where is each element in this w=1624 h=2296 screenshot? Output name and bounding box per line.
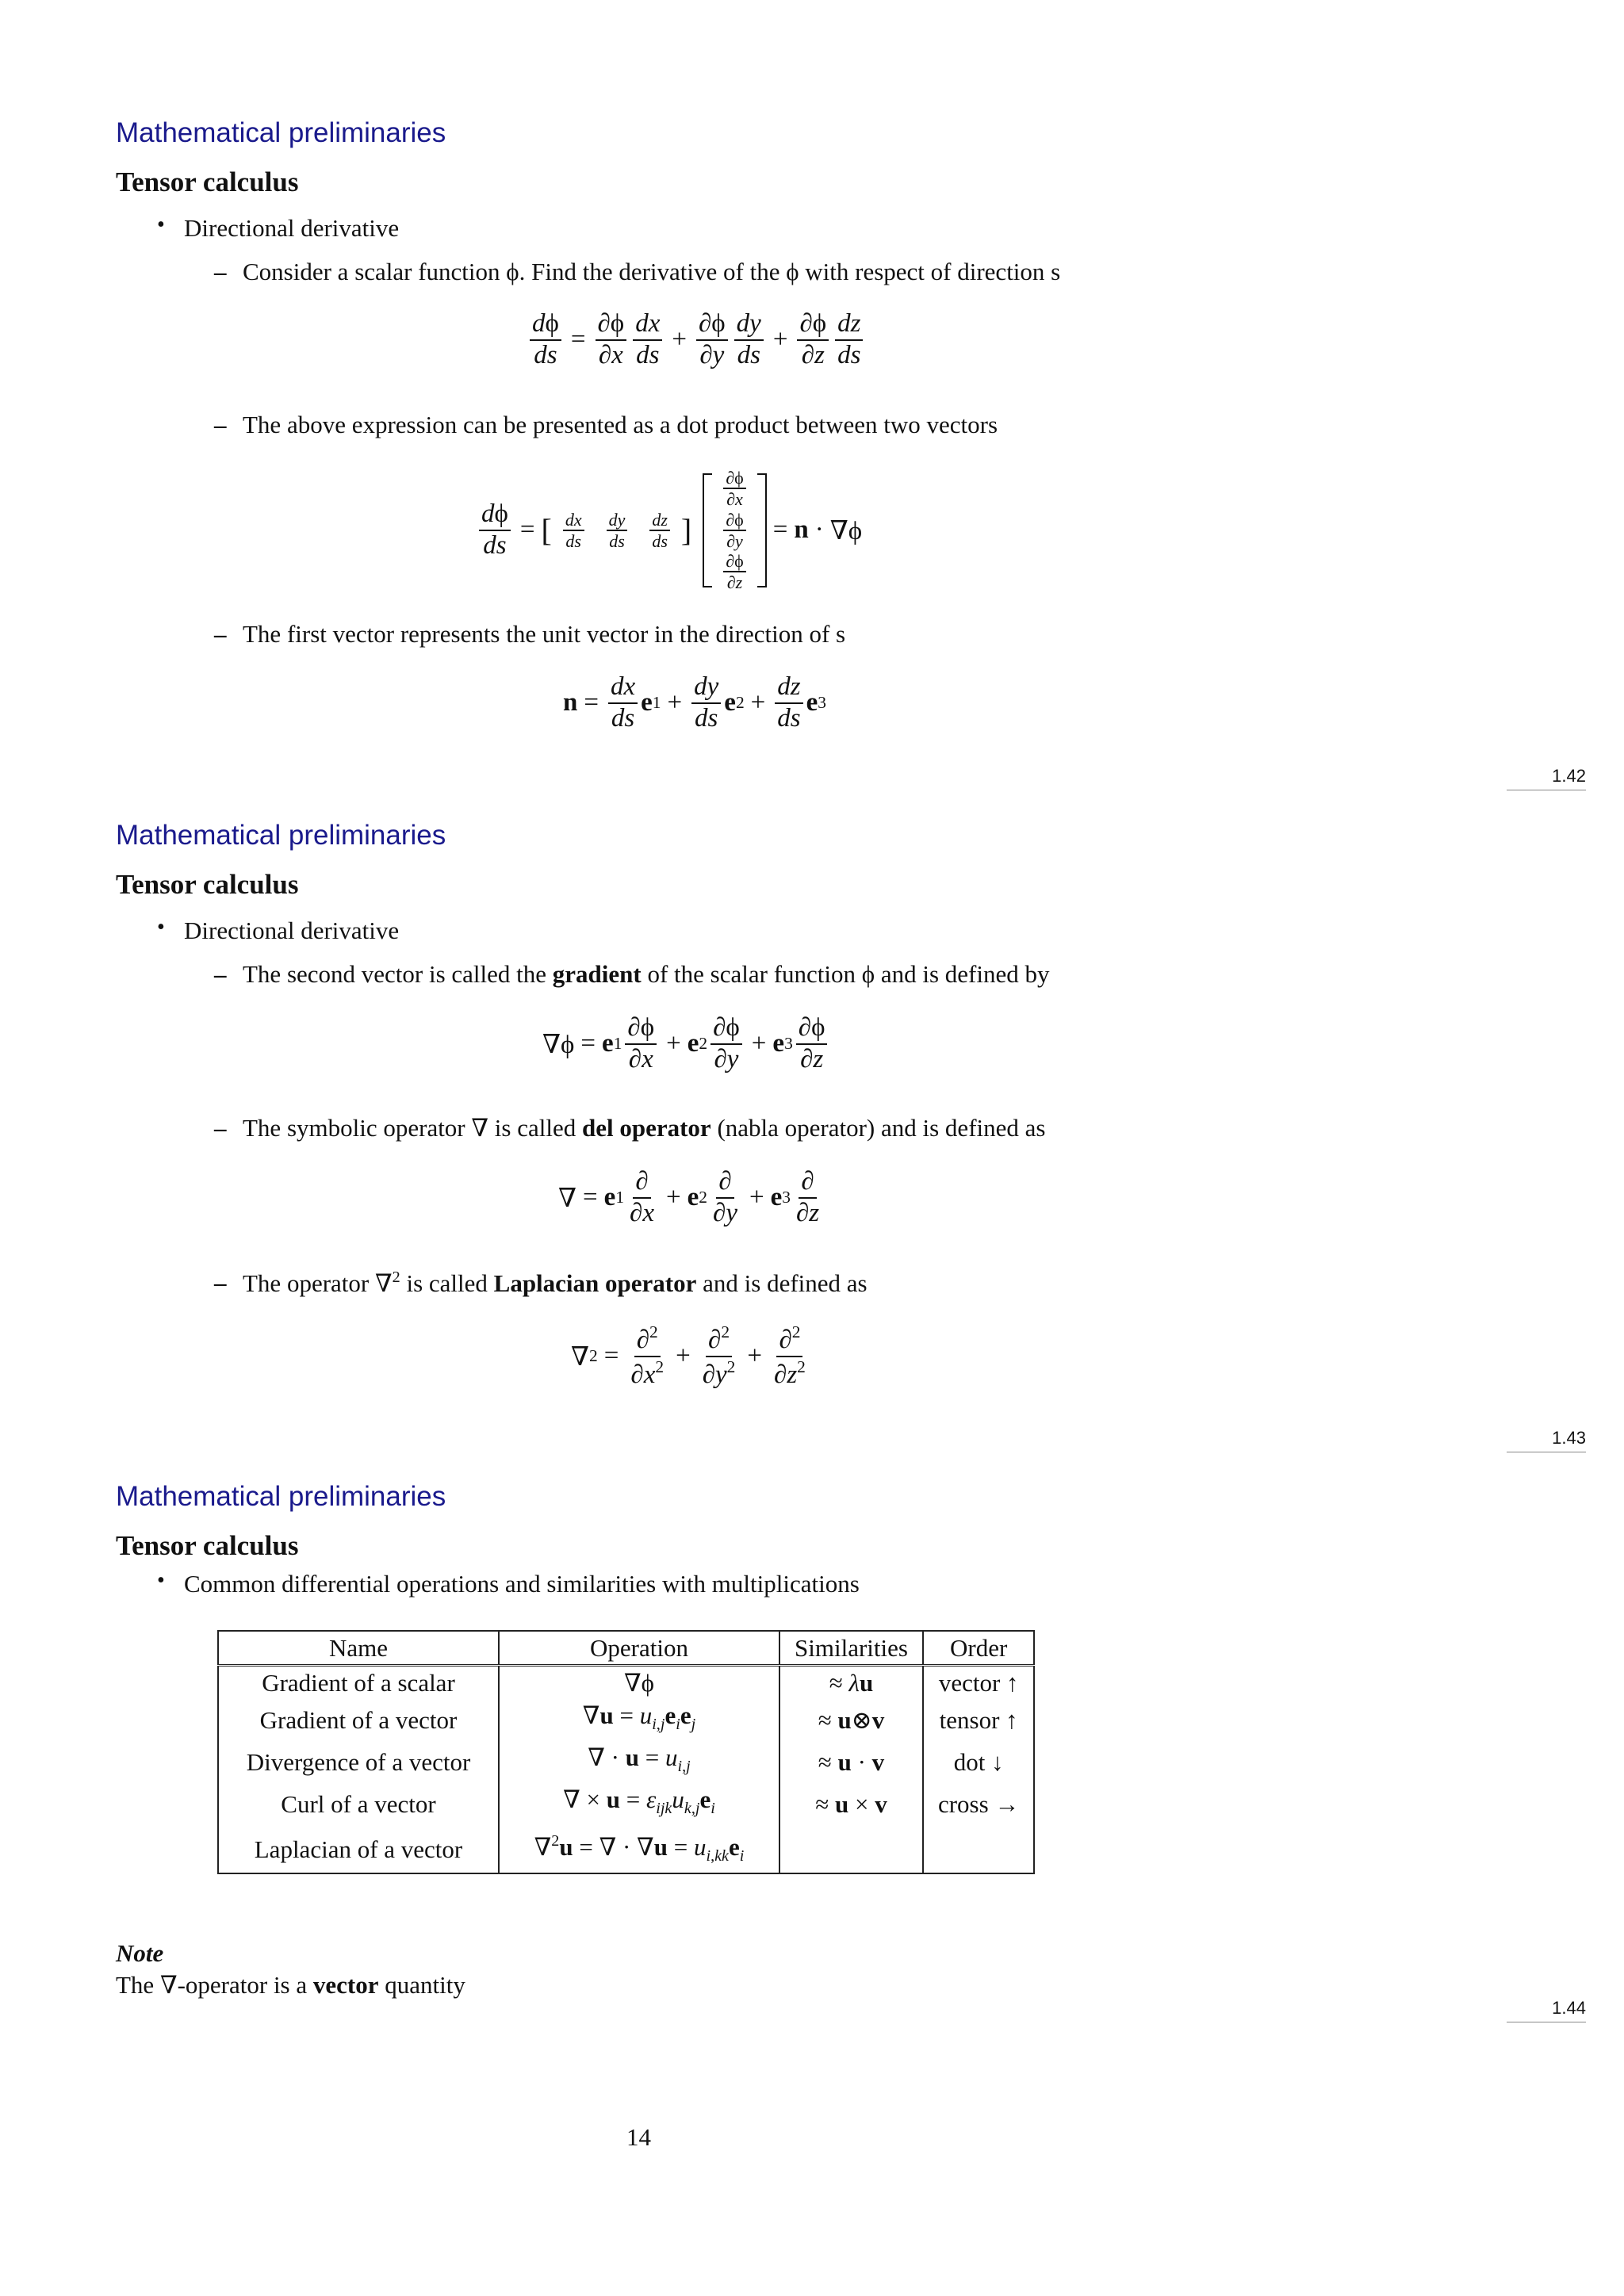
cell-order: cross → (923, 1783, 1034, 1825)
cell-operation: ∇ × $u = \varepsilon_{ijk}u_{k,j}e_i$ (499, 1783, 779, 1825)
cell-operation: ∇ · $u = u_{i,j}$ (499, 1741, 779, 1783)
table-header-row (218, 1631, 1034, 1666)
cell-order: dot ↓ (923, 1741, 1034, 1783)
slide-title: Mathematical preliminaries (116, 820, 446, 851)
equation-laplacian: ∇ 2 = $\frac{\partial^2}{\partial x^2}$ + $\frac{\partial^2}{\partial y^2}$ + $\frac{\partial^2}{\partial z^2}$ (571, 1322, 806, 1389)
cell-name: Gradient of a vector (218, 1699, 499, 1741)
bullet-item: • Directional derivative (184, 916, 399, 945)
list-item: – The symbolic operator ∇ is called del operator (nabla operator) and is defined as (243, 1114, 1045, 1142)
equation-del-operator: ∇ = e 1 $\frac{\partial}{\partial x}$ + e 2 $\frac{\partial}{\partial y}$ + e 3 $\frac{\partial}{\partial z}$ (558, 1167, 820, 1227)
bullet-item: • Common differential operations and similarities with multiplications (184, 1570, 860, 1598)
list-item: – The second vector is called the gradient of the scalar function ϕ and is defined by (243, 960, 1049, 989)
note-title: Note (116, 1939, 164, 1967)
slide-subtitle: Tensor calculus (116, 869, 299, 900)
table-row (218, 1783, 1034, 1825)
cell-order: vector ↑ (923, 1666, 1034, 1700)
slide-title: Mathematical preliminaries (116, 117, 446, 148)
slide-subtitle: Tensor calculus (116, 1530, 299, 1561)
cell-order (923, 1825, 1034, 1873)
equation-unit-vector: n = $\frac{dx}{ds}$ e 1 + $\frac{dy}{ds}$ e 2 + $\frac{dz}{ds}$ e 3 (563, 672, 827, 733)
cell-name: Divergence of a vector (218, 1741, 499, 1783)
equation-directional-derivative: $\frac{d\phi}{ds}$ = $\frac{\partial\phi}{\partial x}$ $\frac{dx}{ds}$ + $\frac{\partial\phi}{\partial y}$ $\frac{dy}{ds}$ + $\frac{\partial\phi}{\partial z}$ $\frac{dz}{ds}$ (527, 309, 866, 371)
slide-number: 1.44 (1552, 1998, 1586, 2018)
cell-similarity: ≈ u · v (779, 1741, 923, 1783)
cell-operation: $\nabla u = u_{i,j}e_ie_j$ (499, 1699, 779, 1741)
column-header: Similarities (779, 1631, 923, 1666)
cell-similarity: ≈ u⊗v (779, 1699, 923, 1741)
slide-number: 1.43 (1552, 1428, 1586, 1448)
note-text: The ∇-operator is a vector quantity (116, 1971, 465, 1999)
cell-similarity (779, 1825, 923, 1873)
equation-gradient: ∇ϕ = e 1 $\frac{\partial\phi}{\partial x}$ + e 2 $\frac{\partial\phi}{\partial y}$ + e 3 $\frac{\partial\phi}{\partial z}$ (542, 1013, 830, 1075)
cell-similarity: ≈ u × v (779, 1783, 923, 1825)
table-row (218, 1825, 1034, 1873)
column-header: Name (218, 1631, 499, 1666)
column-header: Order (923, 1631, 1034, 1666)
slide-number: 1.42 (1552, 766, 1586, 786)
slide-subtitle: Tensor calculus (116, 166, 299, 197)
page-number: 14 (626, 2123, 651, 2151)
slide-title: Mathematical preliminaries (116, 1481, 446, 1512)
cell-name: Curl of a vector (218, 1783, 499, 1825)
cell-similarity: ≈ λu (779, 1666, 923, 1700)
cell-operation: ∇$^2$u = ∇ · $\nabla u = u_{i,kk}e_i$ (499, 1825, 779, 1873)
cell-name: Laplacian of a vector (218, 1825, 499, 1873)
list-item: – The operator ∇$^2$ is called Laplacian operator and is defined as (243, 1269, 868, 1298)
column-header: Operation (499, 1631, 779, 1666)
cell-name: Gradient of a scalar (218, 1666, 499, 1700)
list-item: – The first vector represents the unit vector in the direction of s (243, 620, 845, 649)
table-row (218, 1741, 1034, 1783)
cell-operation: ∇ϕ (499, 1666, 779, 1700)
operations-table (217, 1630, 1035, 1874)
list-item: – Consider a scalar function ϕ. Find the derivative of the ϕ with respect of direction s (243, 258, 1060, 286)
cell-order: tensor ↑ (923, 1699, 1034, 1741)
table-row (218, 1666, 1034, 1700)
equation-dot-product: $\frac{d\phi}{ds}$ = [ $\frac{dx}{ds}$ $\frac{dy}{ds}$ $\frac{dz}{ds}$ ] $\frac{\partial\phi}{\partial x}$ $\frac{\partial\phi}{\partial y}$ $\frac{\partial\phi}{\partial z}$ = n · ∇ϕ (476, 468, 862, 593)
bullet-item: • Directional derivative (184, 214, 399, 243)
table-row (218, 1699, 1034, 1741)
list-item: – The above expression can be presented as a dot product between two vectors (243, 411, 998, 439)
